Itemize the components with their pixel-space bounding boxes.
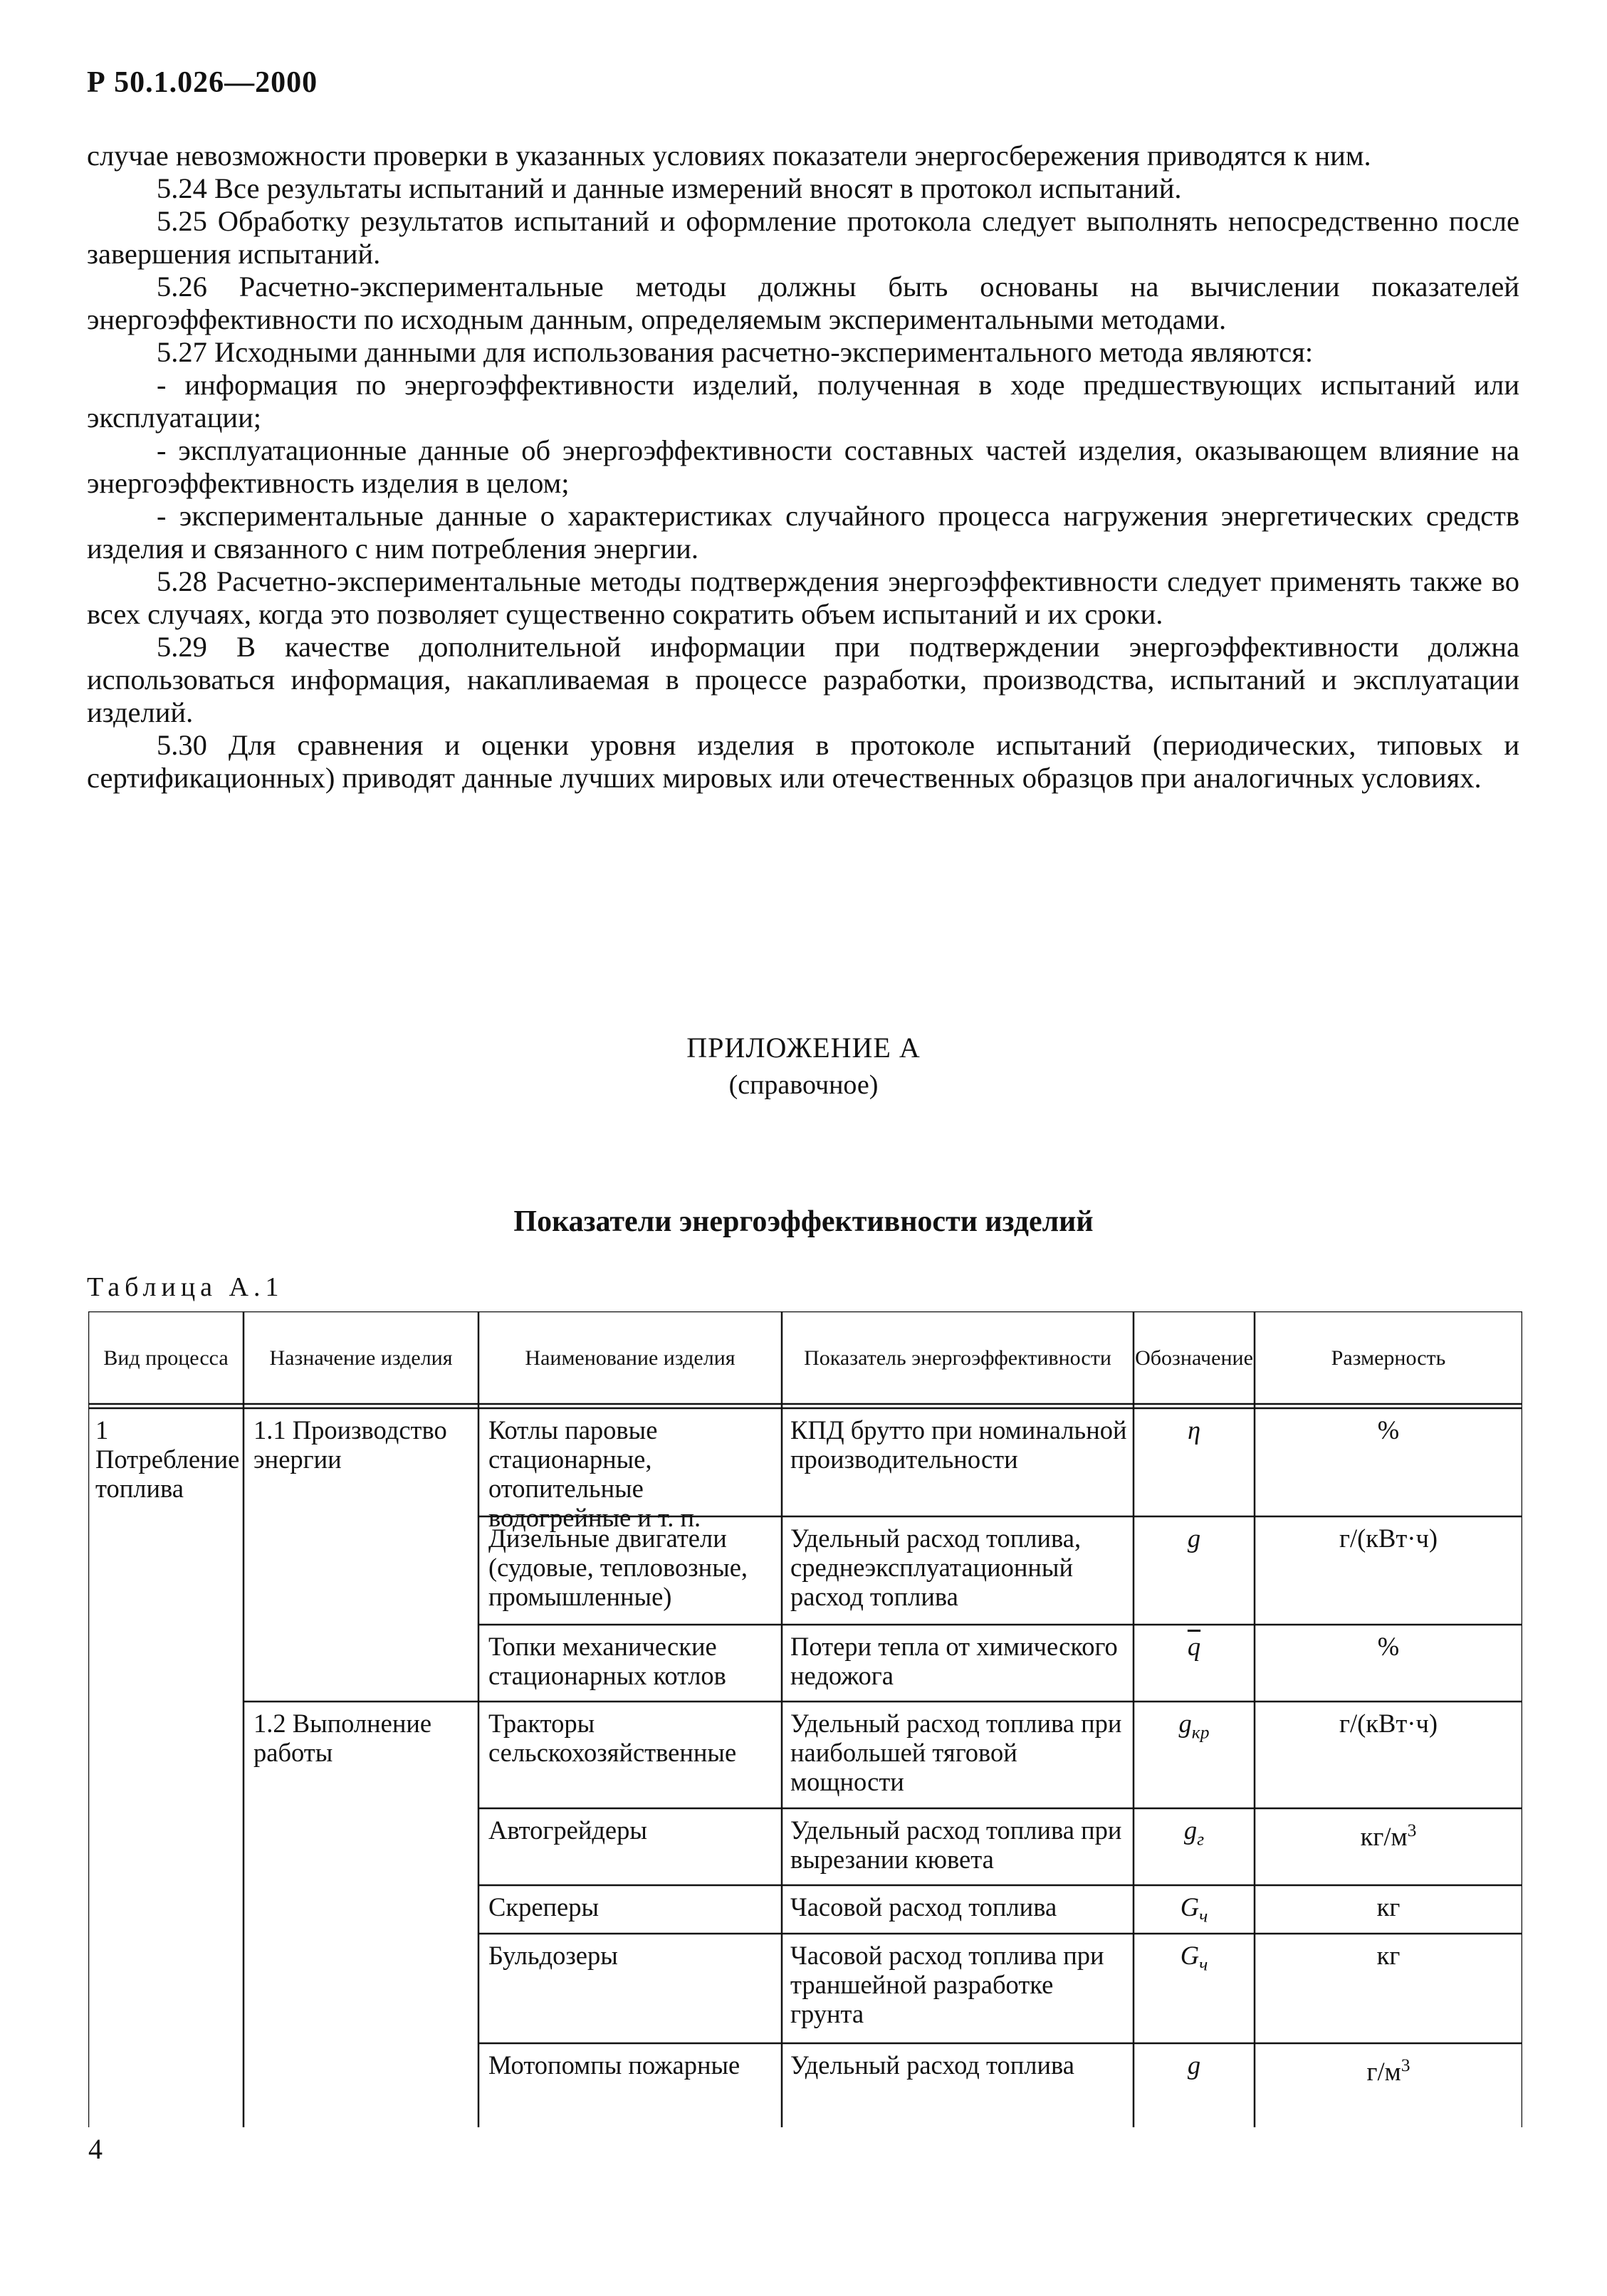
cell-product: Скреперы [488,1892,600,1922]
paragraph-5-24: 5.24 Все результаты испытаний и данные измерений вносят в протокол испытаний. [157,172,1182,204]
cell-indicator: Потери тепла от химического недожога [790,1632,1118,1690]
header-product: Наименование изделия [525,1346,736,1370]
cell-symbol: g [1187,2050,1201,2080]
paragraph-5-30: 5.30 Для сравнения и оценки уровня изделия в протоколе испытаний (периодических, типовых и сертификационных) приводят данные лучших мировых или отечественных образцов при аналогичных условиях. [87,729,1519,794]
cell-product: Тракторы сельскохозяйственные [488,1709,737,1767]
header-unit: Размерность [1331,1346,1446,1370]
cell-purpose: 1.2 Выполнение работы [253,1709,432,1767]
cell-symbol: $\overline{q}$ [1187,1632,1201,1661]
cell-indicator: Удельный расход топлива, среднеэксплуатационный расход топлива [790,1524,1082,1611]
cell-unit: % [1377,1632,1400,1661]
cell-symbol: g [1187,1524,1201,1553]
table-heading: Показатели энергоэффективности изделий [513,1205,1094,1238]
cell-indicator: Часовой расход топлива [790,1892,1057,1922]
cell-unit: кг [1376,1941,1401,1970]
cell-product: Котлы паровые стационарные, отопительные водогрейные и т. п. [488,1415,701,1532]
appendix-subtitle: (справочное) [728,1070,879,1100]
standard-code: Р 50.1.026—2000 [87,66,318,99]
appendix-title: ПРИЛОЖЕНИЕ А [686,1032,921,1064]
cell-indicator: Часовой расход топлива при траншейной разработке грунта [790,1941,1104,2028]
paragraph-5-27: 5.27 Исходными данными для использования расчетно-экспериментального метода являются: [157,336,1314,368]
cell-unit: % [1377,1415,1400,1445]
cell-indicator: Удельный расход топлива при вырезании кювета [790,1815,1122,1874]
header-process: Вид процесса [103,1346,229,1370]
cell-unit: $г/м^3$ [1366,2055,1410,2087]
cell-product: Автогрейдеры [488,1815,647,1845]
cell-product: Дизельные двигатели (судовые, тепловозные, промышленные) [488,1524,748,1611]
cell-indicator: Удельный расход топлива при наибольшей тяговой мощности [790,1709,1122,1796]
cell-unit: кг [1376,1892,1401,1922]
indicators-table [88,1311,1522,2127]
cell-product: Бульдозеры [488,1941,618,1970]
cell-symbol: $g_{кр}$ [1178,1709,1210,1743]
paragraph-5-25: 5.25 Обработку результатов испытаний и оформление протокола следует выполнять непосредственно после завершения испытаний. [87,205,1519,270]
cell-unit: г/(кВт·ч) [1339,1524,1438,1553]
list-item: - эксплуатационные данные об энергоэффективности составных частей изделия, оказывающем влияние на энергоэффективность изделия в целом; [87,434,1519,499]
paragraph-continuation: случае невозможности проверки в указанных условиях показатели энергосбережения приводятся к ним. [87,140,1371,172]
paragraph-5-28: 5.28 Расчетно-экспериментальные методы подтверждения энергоэффективности следует применять также во всех случаях, когда это позволяет существенно сократить объем испытаний и их сроки. [87,565,1519,630]
cell-symbol: $g_г$ [1183,1815,1205,1850]
paragraph-5-26: 5.26 Расчетно-экспериментальные методы должны быть основаны на вычислении показателей энергоэффективности по исходным данным, определяемым экспериментальными методами. [87,271,1519,335]
cell-product: Топки механические стационарных котлов [488,1632,726,1690]
header-indicator: Показатель энергоэффективности [804,1346,1111,1370]
paragraph-5-29: 5.29 В качестве дополнительной информации при подтверждении энергоэффективности должна использоваться информация, накапливаемая в процессе разработки, производства, испытаний и эксплуатации изделий. [87,631,1519,728]
cell-purpose: 1.1 Производство энергии [253,1415,447,1474]
cell-process: 1 Потребление топлива [95,1415,240,1503]
cell-symbol: $G_ч$ [1180,1892,1208,1927]
cell-symbol: η [1187,1415,1201,1445]
list-item: - экспериментальные данные о характеристиках случайного процесса нагружения энергетических средств изделия и связанного с ним потребления энергии. [87,500,1519,565]
header-purpose: Назначение изделия [269,1346,453,1370]
cell-unit: $кг/м^3$ [1360,1820,1417,1852]
table-label: Таблица А.1 [87,1272,284,1302]
cell-symbol: $G_ч$ [1180,1941,1208,1975]
header-symbol: Обозначение [1135,1346,1253,1370]
page-number: 4 [88,2133,103,2165]
list-item: - информация по энергоэффективности изделий, полученная в ходе предшествующих испытаний или эксплуатации; [87,369,1519,434]
cell-indicator: Удельный расход топлива [790,2050,1074,2080]
cell-indicator: КПД брутто при номинальной производительности [790,1415,1127,1474]
cell-product: Мотопомпы пожарные [488,2050,740,2080]
cell-unit: г/(кВт·ч) [1339,1709,1438,1738]
body-text [87,140,1519,795]
